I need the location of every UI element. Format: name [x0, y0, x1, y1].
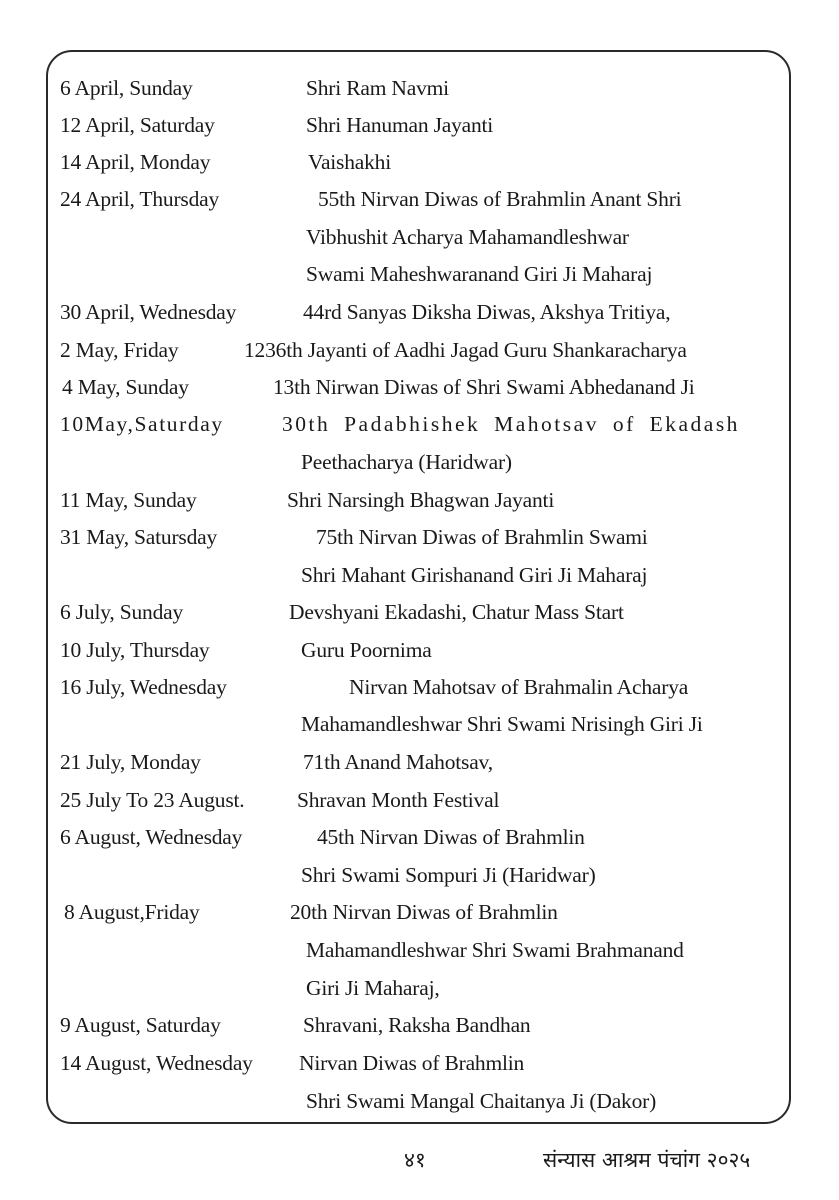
entry-date: 8 August,Friday	[64, 900, 200, 924]
entry-date: 11 May, Sunday	[60, 488, 197, 512]
entry-event: 20th Nirvan Diwas of Brahmlin	[290, 900, 558, 924]
list-item	[0, 294, 839, 331]
list-item	[0, 819, 839, 856]
entry-event: Nirvan Mahotsav of Brahmalin Acharya	[349, 675, 689, 699]
entry-event: Shri Ram Navmi	[306, 76, 449, 100]
list-item	[0, 557, 839, 594]
entry-event: Swami Maheshwaranand Giri Ji Maharaj	[306, 262, 653, 286]
entry-event: Peethacharya (Haridwar)	[301, 450, 512, 474]
entry-event: Shravan Month Festival	[297, 788, 500, 812]
list-item	[0, 444, 839, 481]
entry-event: Devshyani Ekadashi, Chatur Mass Start	[289, 600, 624, 624]
list-item	[0, 256, 839, 293]
entry-event: Giri Ji Maharaj,	[306, 976, 440, 1000]
footer-title: संन्यास आश्रम पंचांग २०२५	[543, 1148, 751, 1172]
entry-date: 21 July, Monday	[60, 750, 201, 774]
entry-event: 45th Nirvan Diwas of Brahmlin	[317, 825, 585, 849]
list-item	[0, 706, 839, 743]
entry-event: Mahamandleshwar Shri Swami Brahmanand	[306, 938, 684, 962]
entry-date: 10May,Saturday	[60, 412, 224, 436]
entry-event: 75th Nirvan Diwas of Brahmlin Swami	[316, 525, 648, 549]
list-item	[0, 219, 839, 256]
entry-event: Shri Swami Sompuri Ji (Haridwar)	[301, 863, 596, 887]
list-item	[0, 1083, 839, 1120]
page-number: ४१	[404, 1148, 426, 1172]
entry-event: Shravani, Raksha Bandhan	[303, 1013, 531, 1037]
list-item	[0, 107, 839, 144]
list-item	[0, 632, 839, 669]
entry-date: 14 August, Wednesday	[60, 1051, 253, 1075]
entry-event: Nirvan Diwas of Brahmlin	[299, 1051, 525, 1075]
list-item	[0, 932, 839, 969]
list-item	[0, 894, 839, 931]
entry-date: 24 April, Thursday	[60, 187, 220, 211]
list-item	[0, 1007, 839, 1044]
entry-date: 25 July To 23 August.	[60, 788, 245, 812]
entry-event: Vaishakhi	[308, 150, 391, 174]
list-item	[0, 519, 839, 556]
entry-event: Shri Hanuman Jayanti	[306, 113, 494, 137]
list-item	[0, 594, 839, 631]
entry-event: 1236th Jayanti of Aadhi Jagad Guru Shankaracharya	[244, 338, 687, 362]
entry-event: Shri Narsingh Bhagwan Jayanti	[287, 488, 555, 512]
list-item	[0, 782, 839, 819]
list-item	[0, 406, 839, 443]
list-item	[0, 369, 839, 406]
page-footer	[0, 1140, 839, 1180]
entry-date: 9 August, Saturday	[60, 1013, 221, 1037]
entry-date: 6 April, Sunday	[60, 76, 193, 100]
entry-event: 13th Nirwan Diwas of Shri Swami Abhedanand Ji	[273, 375, 695, 399]
entry-date: 2 May, Friday	[60, 338, 179, 362]
entry-event: 71th Anand Mahotsav,	[303, 750, 493, 774]
list-item	[0, 857, 839, 894]
entry-event: 55th Nirvan Diwas of Brahmlin Anant Shri	[318, 187, 682, 211]
entry-event: Shri Swami Mangal Chaitanya Ji (Dakor)	[306, 1089, 657, 1113]
list-item	[0, 744, 839, 781]
entry-date: 4 May, Sunday	[62, 375, 189, 399]
entry-date: 6 August, Wednesday	[60, 825, 243, 849]
list-item	[0, 332, 839, 369]
list-item	[0, 1045, 839, 1082]
entry-date: 12 April, Saturday	[60, 113, 215, 137]
entry-date: 10 July, Thursday	[60, 638, 210, 662]
list-item	[0, 181, 839, 218]
entry-date: 31 May, Satursday	[60, 525, 218, 549]
list-item	[0, 144, 839, 181]
entry-date: 30 April, Wednesday	[60, 300, 237, 324]
entry-event: 44rd Sanyas Diksha Diwas, Akshya Tritiya,	[303, 300, 671, 324]
list-item	[0, 482, 839, 519]
list-item	[0, 70, 839, 107]
list-item	[0, 669, 839, 706]
entry-event: Guru Poornima	[301, 638, 432, 662]
entry-event: Shri Mahant Girishanand Giri Ji Maharaj	[301, 563, 648, 587]
entry-date: 16 July, Wednesday	[60, 675, 227, 699]
entry-event: Vibhushit Acharya Mahamandleshwar	[306, 225, 629, 249]
entry-event: Mahamandleshwar Shri Swami Nrisingh Giri Ji	[301, 712, 703, 736]
entry-event: 30th Padabhishek Mahotsav of Ekadash	[282, 412, 740, 436]
list-item	[0, 970, 839, 1007]
entry-date: 14 April, Monday	[60, 150, 211, 174]
entry-date: 6 July, Sunday	[60, 600, 184, 624]
